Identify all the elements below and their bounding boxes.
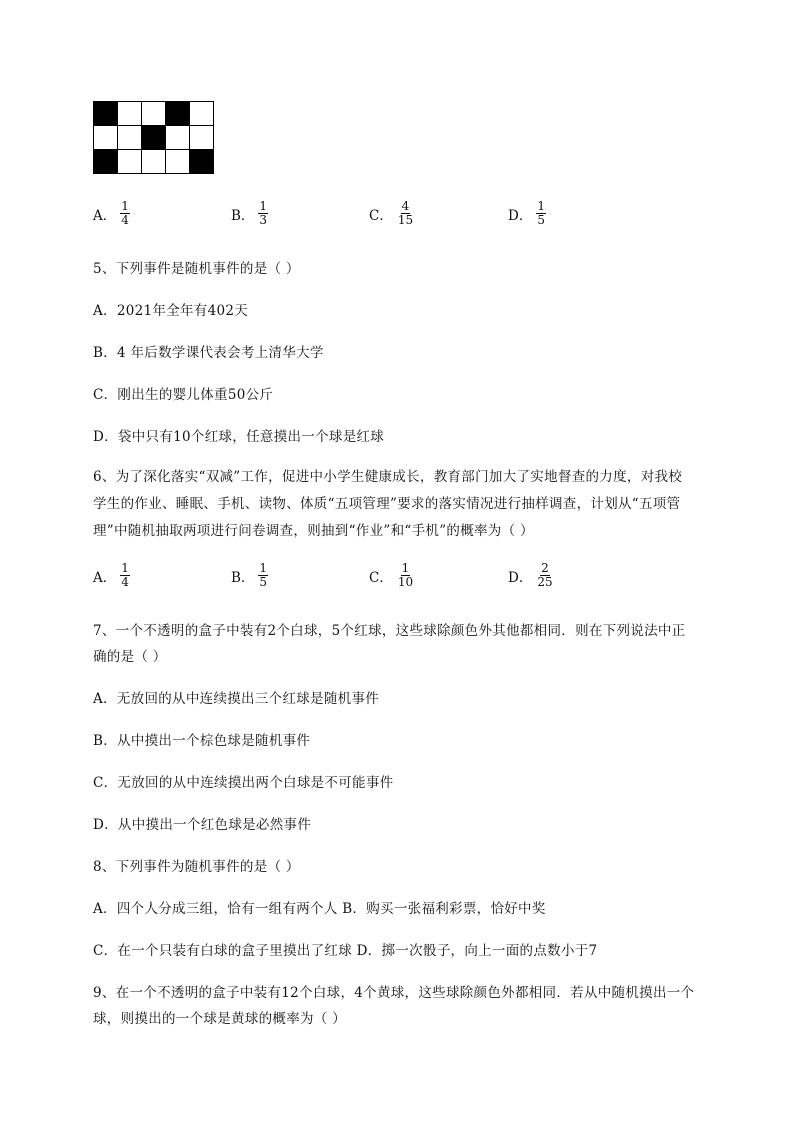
q8-options-ab[interactable]: A．四个人分成三组，恰有一组有两个人 B．购买一张福利彩票，恰好中奖 [93, 901, 546, 917]
denominator: 10 [397, 575, 414, 589]
q7-option-b[interactable]: B．从中摸出一个棕色球是随机事件 [93, 733, 311, 749]
numerator: 1 [537, 199, 545, 213]
grid-cell-black [142, 126, 166, 150]
grid-cell-white [118, 126, 142, 150]
q6-stem-line-3: 理”中随机抽取两项进行问卷调查，则抽到“作业”和“手机”的概率为（ ） [93, 523, 534, 539]
q5-option-c[interactable]: C．刚出生的婴儿体重50公斤 [93, 387, 274, 403]
grid-cell-white [166, 126, 190, 150]
q5-option-a[interactable]: A．2021年全年有402天 [93, 303, 249, 319]
option-label: D． [508, 207, 533, 224]
option-label: C． [369, 207, 393, 224]
q9-stem-line-2: 球，则摸出的一个球是黄球的概率为（ ） [93, 1011, 346, 1027]
numerator: 1 [121, 561, 129, 575]
fraction [536, 562, 553, 589]
fraction [258, 562, 268, 589]
grid-cell-white [166, 150, 190, 174]
q6-stem-line-1: 6、为了深化落实“双减”工作，促进中小学生健康成长，教育部门加大了实地督查的力度，对我校 [93, 469, 683, 485]
grid-cell-white [94, 126, 118, 150]
numerator: 4 [401, 199, 410, 213]
grid-cell-black [166, 102, 190, 126]
grid-row [94, 150, 214, 174]
fraction [120, 200, 130, 227]
q4-option-c[interactable] [369, 200, 414, 227]
denominator: 3 [259, 213, 268, 227]
grid-cell-black [94, 102, 118, 126]
black-white-grid-figure [93, 101, 214, 174]
q7-option-d[interactable]: D．从中摸出一个红色球是必然事件 [93, 817, 312, 833]
q6-option-b[interactable] [231, 562, 268, 589]
q4-option-d[interactable] [508, 200, 546, 227]
q5-option-b[interactable]: B．4 年后数学课代表会考上清华大学 [93, 345, 324, 361]
q7-stem-line-1: 7、一个不透明的盒子中装有2个白球，5个红球，这些球除颜色外其他都相同．则在下列说法中正 [93, 623, 686, 639]
grid-cell-white [118, 102, 142, 126]
fraction [536, 200, 546, 227]
grid-cell-white [190, 102, 214, 126]
fraction [258, 200, 268, 227]
denominator: 5 [259, 575, 268, 589]
grid-cell-white [118, 150, 142, 174]
denominator: 4 [121, 575, 129, 589]
q6-option-a[interactable] [93, 562, 130, 589]
q5-stem: 5、下列事件是随机事件的是（ ） [93, 261, 300, 277]
option-label: D． [508, 569, 533, 586]
q9-stem-line-1: 9、在一个不透明的盒子中装有12个白球，4个黄球，这些球除颜色外都相同．若从中随机摸出一个 [93, 985, 695, 1001]
grid-cell-white [142, 150, 166, 174]
grid-row [94, 126, 214, 150]
q6-stem-line-2: 学生的作业、睡眠、手机、读物、体质“五项管理”要求的落实情况进行抽样调查，计划从“五项管 [93, 496, 681, 512]
denominator: 4 [121, 213, 129, 227]
option-label: B． [231, 207, 255, 224]
grid-cell-black [190, 150, 214, 174]
q7-stem-line-2: 确的是（ ） [93, 649, 167, 665]
numerator: 1 [259, 561, 268, 575]
grid-cell-white [190, 126, 214, 150]
option-label: A． [93, 569, 117, 586]
q8-stem: 8、下列事件为随机事件的是（ ） [93, 859, 300, 875]
option-label: A． [93, 207, 117, 224]
numerator: 2 [541, 561, 549, 575]
q5-option-d[interactable]: D．袋中只有10个红球，任意摸出一个球是红球 [93, 429, 385, 445]
q4-option-b[interactable] [231, 200, 268, 227]
option-label: B． [231, 569, 255, 586]
denominator: 15 [397, 213, 414, 227]
q8-options-cd[interactable]: C．在一个只装有白球的盒子里摸出了红球 D．掷一次骰子，向上一面的点数小于7 [93, 943, 598, 959]
q7-option-c[interactable]: C．无放回的从中连续摸出两个白球是不可能事件 [93, 775, 394, 791]
q6-option-c[interactable] [369, 562, 414, 589]
q4-option-a[interactable] [93, 200, 130, 227]
q6-option-d[interactable] [508, 562, 554, 589]
option-label: C． [369, 569, 393, 586]
fraction [397, 562, 414, 589]
numerator: 1 [121, 199, 129, 213]
numerator: 1 [401, 561, 410, 575]
fraction [120, 562, 130, 589]
grid-cell-black [94, 150, 118, 174]
fraction [397, 200, 414, 227]
numerator: 1 [259, 199, 268, 213]
grid-row [94, 102, 214, 126]
q7-option-a[interactable]: A．无放回的从中连续摸出三个红球是随机事件 [93, 691, 380, 707]
denominator: 5 [537, 213, 545, 227]
denominator: 25 [537, 575, 553, 589]
grid-cell-white [142, 102, 166, 126]
